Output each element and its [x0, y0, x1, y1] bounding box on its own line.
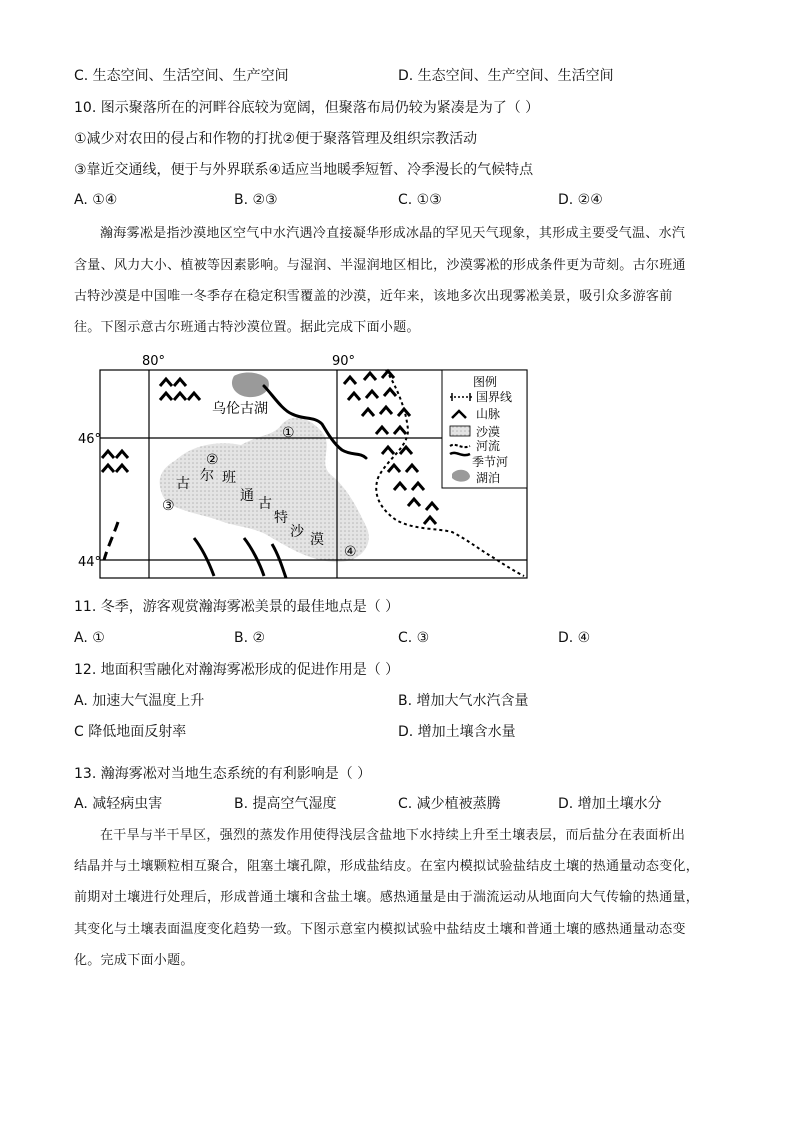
mountain-nw	[160, 379, 200, 400]
legend-lake: 湖泊	[476, 471, 501, 485]
legend-mountain: 山脉	[476, 407, 501, 421]
q11-stem: 11. 冬季，游客观赏瀚海雾凇美景的最佳地点是（ ）	[74, 599, 400, 615]
q13-option-b: B. 提高空气湿度	[234, 796, 337, 812]
map-legend	[442, 370, 527, 488]
seasonal-river-3	[272, 544, 286, 578]
desert-char-5: 古	[258, 496, 272, 512]
legend-seasonal-river: 季节河	[472, 455, 509, 469]
q12-option-d: D. 增加土壤含水量	[398, 724, 516, 740]
passage2-line-4: 其变化与土壤表面温度变化趋势一致。下图示意室内模拟试验中盐结皮土壤和普通土壤的感热通量动态变	[74, 922, 686, 937]
passage2-line-1: 在干旱与半干旱区，强烈的蒸发作用使得浅层含盐地下水持续上升至土壤表层，而后盐分在表面析出	[100, 828, 686, 843]
q10-statement-2: ③靠近交通线，便于与外界联系④适应当地暖季短暂、冷季漫长的气候特点	[74, 162, 534, 178]
point-4: ④	[344, 544, 357, 560]
q9-option-c: C. 生态空间、生活空间、生产空间	[74, 68, 289, 84]
seasonal-river-4	[104, 522, 118, 560]
q12-option-a: A. 加速大气温度上升	[74, 693, 205, 709]
q12-stem: 12. 地面积雪融化对瀚海雾凇形成的促进作用是（ ）	[74, 662, 400, 678]
point-1: ①	[282, 425, 295, 441]
q13-stem: 13. 瀚海雾凇对当地生态系统的有利影响是（ ）	[74, 766, 372, 782]
point-2: ②	[206, 452, 219, 468]
q13-option-a: A. 减轻病虫害	[74, 796, 163, 812]
q11-option-a: A. ①	[74, 630, 105, 646]
q10-option-d: D. ②④	[558, 192, 603, 208]
seasonal-river-1	[194, 538, 214, 576]
passage1-line-3: 古特沙漠是中国唯一冬季存在稳定积雪覆盖的沙漠，近年来，该地多次出现雾凇美景，吸引众多游客前	[74, 289, 673, 304]
q13-option-c: C. 减少植被蒸腾	[398, 796, 501, 812]
legend-border: 国界线	[476, 390, 513, 404]
passage2-line-2: 结晶并与土壤颗粒相互聚合，阻塞土壤孔隙，形成盐结皮。在室内模拟试验盐结皮土壤的热通量动态变化，	[74, 859, 700, 874]
desert-location-map	[78, 350, 532, 582]
legend-title: 图例	[473, 375, 498, 389]
lon-label-80: 80°	[142, 354, 166, 369]
lon-label-90: 90°	[332, 354, 356, 369]
passage1-line-1: 瀚海雾凇是指沙漠地区空气中水汽遇冷直接凝华形成冰晶的罕见天气现象，其形成主要受气温、水汽	[100, 226, 686, 241]
desert-char-6: 特	[274, 510, 288, 526]
passage2-line-3: 前期对土壤进行处理后，形成普通土壤和含盐土壤。感热通量是由于湍流运动从地面向大气传输的热通量，	[74, 890, 700, 905]
legend-river: 河流	[476, 439, 501, 453]
passage2-line-5: 化。完成下面小题。	[74, 953, 194, 968]
q13-option-d: D. 增加土壤水分	[558, 796, 662, 812]
lake-label: 乌伦古湖	[212, 401, 268, 417]
desert-char-7: 沙	[290, 524, 304, 540]
q10-option-c: C. ①③	[398, 192, 442, 208]
q10-stem: 10. 图示聚落所在的河畔谷底较为宽阔，但聚落布局仍较为紧凑是为了（ ）	[74, 100, 540, 116]
q10-statement-1: ①减少对农田的侵占和作物的打扰②便于聚落管理及组织宗教活动	[74, 131, 478, 147]
q10-option-b: B. ②③	[234, 192, 278, 208]
mountain-w	[102, 451, 128, 472]
q9-option-d: D. 生态空间、生产空间、生活空间	[398, 68, 614, 84]
passage1-line-2: 含量、风力大小、植被等因素影响。与湿润、半湿润地区相比，沙漠雾凇的形成条件更为苛刻。古尔班通	[74, 258, 686, 273]
lat-label-44: 44°	[78, 555, 102, 570]
q12-option-c: C 降低地面反射率	[74, 724, 187, 740]
desert-char-8: 漠	[310, 532, 324, 548]
q11-option-d: D. ④	[558, 630, 591, 646]
passage1-line-4: 往。下图示意古尔班通古特沙漠位置。据此完成下面小题。	[74, 320, 420, 335]
desert-char-3: 班	[222, 470, 236, 486]
q11-option-c: C. ③	[398, 630, 430, 646]
point-3: ③	[162, 498, 175, 514]
q10-option-a: A. ①④	[74, 192, 118, 208]
q11-option-b: B. ②	[234, 630, 266, 646]
lat-label-46: 46°	[78, 432, 102, 447]
mountain-e	[344, 371, 438, 524]
desert-char-1: 古	[176, 476, 190, 492]
seasonal-river-2	[244, 538, 264, 576]
desert-char-4: 通	[240, 488, 254, 504]
legend-desert: 沙漠	[476, 425, 501, 439]
q12-option-b: B. 增加大气水汽含量	[398, 693, 529, 709]
desert-char-2: 尔	[200, 468, 214, 484]
